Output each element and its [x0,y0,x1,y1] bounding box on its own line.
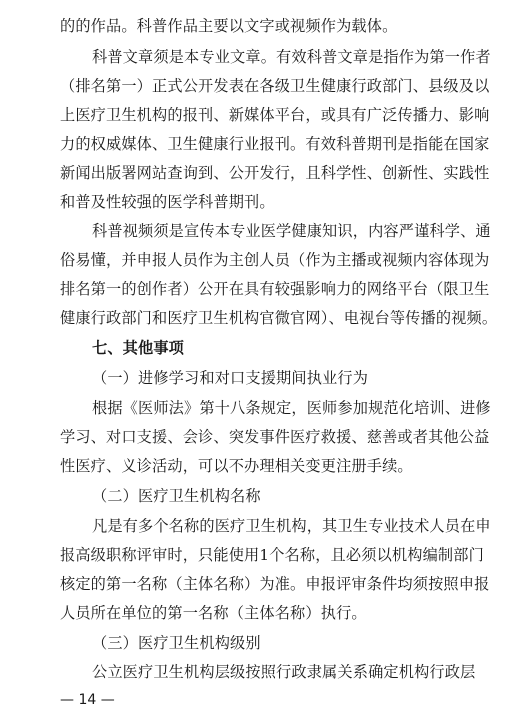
subsection-heading: （一）进修学习和对口支援期间执业行为 [92,369,369,387]
body-text-line: 健康行政部门和医疗卫生机构官微官网）、电视台等传播的视频。 [60,309,498,327]
body-text-line: 核定的第一名称（主体名称）为准。申报评审条件均须按照申报 [60,575,490,593]
body-text-line: 性医疗、义诊活动，可以不办理相关变更注册手续。 [60,457,413,475]
subsection-heading: （二）医疗卫生机构名称 [92,487,261,505]
section-heading: 七、其他事项 [92,339,185,357]
body-text-line: 公立医疗卫生机构层级按照行政隶属关系确定机构行政层 [92,663,476,681]
body-text-line: 新闻出版署网站查询到、公开发行，且科学性、创新性、实践性 [60,164,490,182]
body-text-line: 排名第一的创作者）公开在具有较强影响力的网络平台（限卫生 [60,280,490,298]
body-text-line: 力的权威媒体、卫生健康行业报刊。有效科普期刊是指能在国家 [60,135,490,153]
paragraph-start-line: 科普文章须是本专业文章。有效科普文章是指作为第一作者 [92,48,491,66]
body-text-line: 报高级职称评审时，只能使用1个名称，且必须以机构编制部门 [60,546,484,564]
subsection-heading: （三）医疗卫生机构级别 [92,634,261,652]
body-text-line: 上医疗卫生机构的报刊、新媒体平台，或具有广泛传播力、影响 [60,106,490,124]
paragraph-start-line: 凡是有多个名称的医疗卫生机构，其卫生专业技术人员在申 [92,517,491,535]
body-text-line: 学习、对口支援、会诊、突发事件医疗救援、慈善或者其他公益 [60,428,490,446]
body-text-line: （排名第一）正式公开发表在各级卫生健康行政部门、县级及以 [60,77,490,95]
paragraph-start-line: 科普视频须是宣传本专业医学健康知识，内容严谨科学、通 [92,222,491,240]
body-text-line: 俗易懂，并申报人员作为主创人员（作为主播或视频内容体现为 [60,251,490,269]
body-text-line: 的的作品。科普作品主要以文字或视频作为载体。 [60,17,398,35]
page-number: — 14 — [60,692,115,708]
body-text-line: 人员所在单位的第一名称（主体名称）执行。 [60,604,367,622]
paragraph-start-line: 根据《医师法》第十八条规定，医师参加规范化培训、进修 [92,399,491,417]
body-text-line: 和普及性较强的医学科普期刊。 [60,193,275,211]
